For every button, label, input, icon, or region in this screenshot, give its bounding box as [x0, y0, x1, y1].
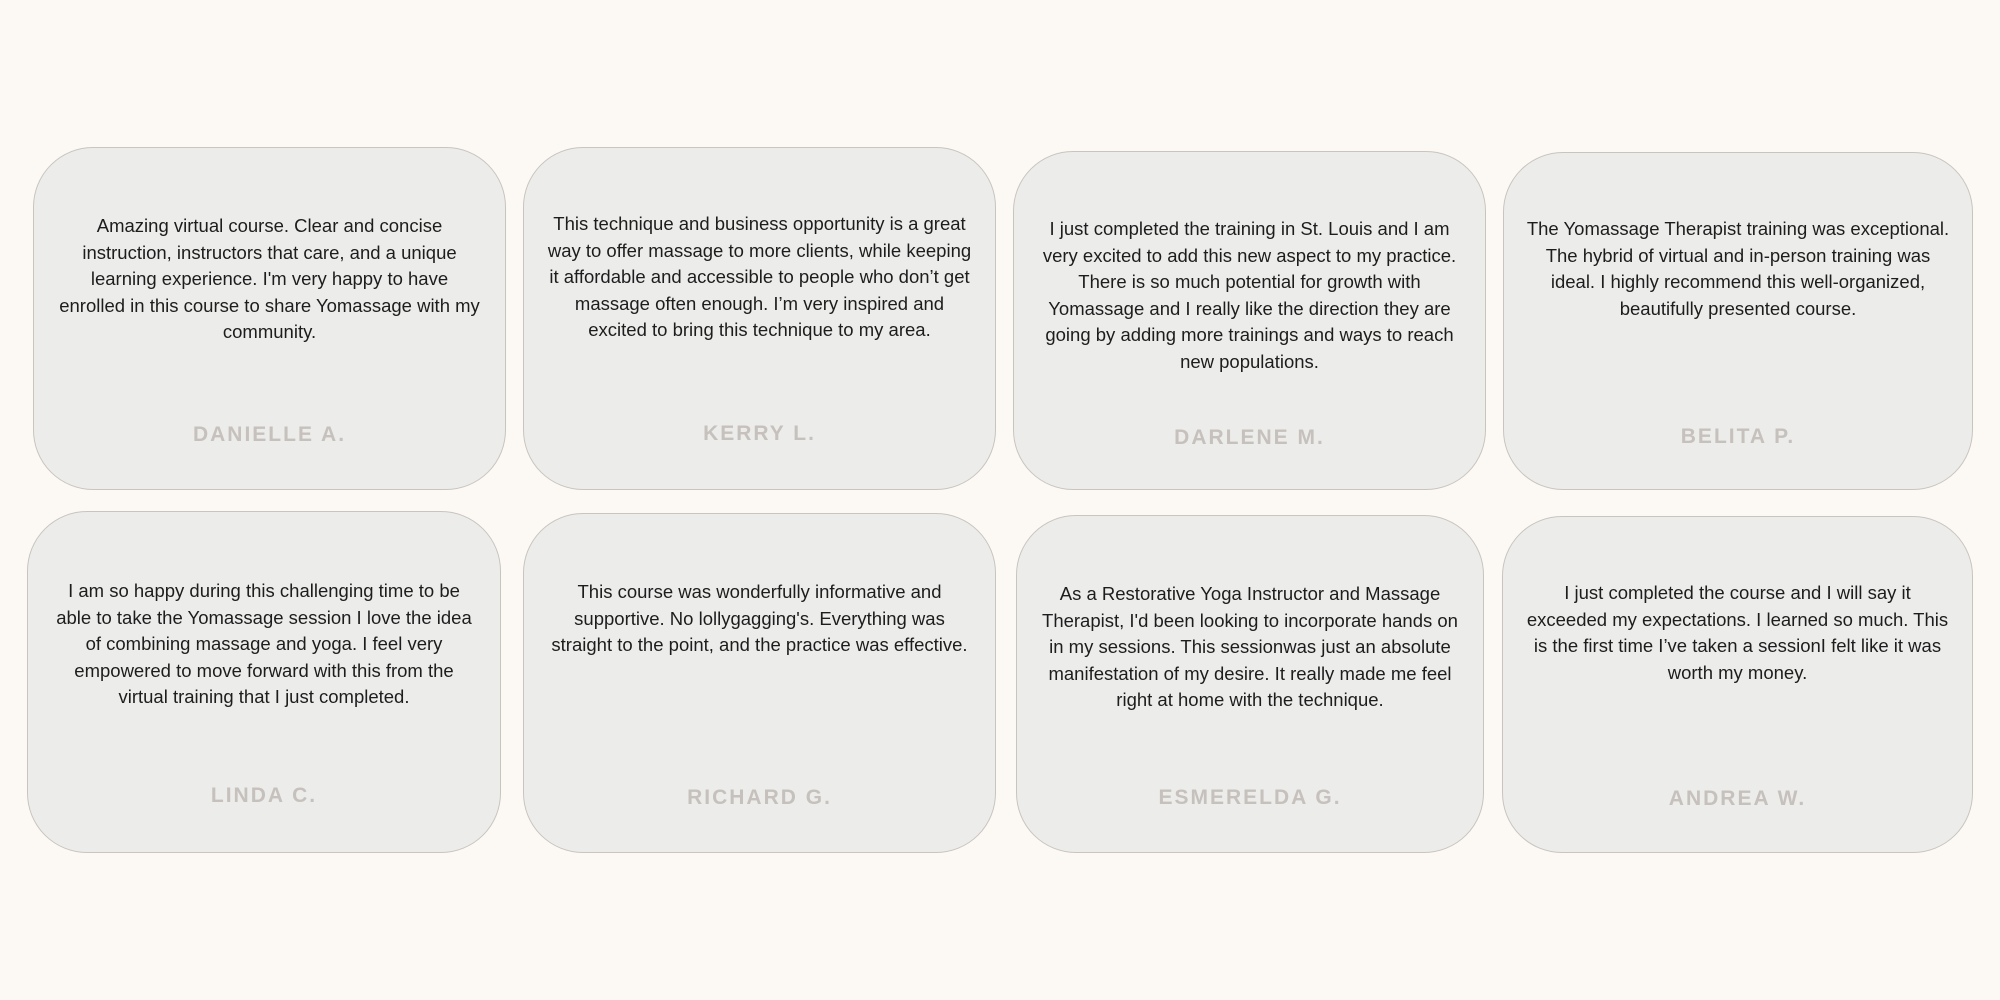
testimonial-card: [1016, 515, 1484, 853]
testimonial-quote: Amazing virtual course. Clear and concise instruction, instructors that care, and a unique learning experience. I'm very happy to have enrolled in this course to share Yomassage with my community.: [59, 215, 480, 342]
testimonial-author: BELITA P.: [1680, 425, 1796, 448]
testimonial-quote: I just completed the training in St. Louis and I am very excited to add this new aspect to my practice. There is so much potential for growth with Yomassage and I really like the direction they are going by adding more trainings and ways to reach new populations.: [1042, 218, 1457, 372]
testimonial-quote: I am so happy during this challenging time to be able to take the Yomassage session I love the idea of combining massage and yoga. I feel very empowered to move forward with this from the virtual training that I just completed.: [56, 580, 472, 707]
testimonial-author: ANDREA W.: [1668, 787, 1807, 810]
testimonial-quote: As a Restorative Yoga Instructor and Massage Therapist, I'd been looking to incorporate hands on in my sessions. This sessionwas just an absolute manifestation of my desire. It really made me feel right at home with the technique.: [1042, 583, 1458, 710]
testimonial-quote: This course was wonderfully informative and supportive. No lollygagging's. Everything was straight to the point, and the practice was effective.: [551, 581, 968, 655]
testimonial-quote: I just completed the course and I will say it exceeded my expectations. I learned so much. This is the first time I’ve taken a sessionI felt like it was worth my money.: [1526, 582, 1949, 683]
testimonial-card: [1503, 152, 1973, 490]
testimonial-quote: The Yomassage Therapist training was exceptional. The hybrid of virtual and in-person training was ideal. I highly recommend this well-organized, beautifully presented course.: [1526, 218, 1950, 319]
testimonial-card: [33, 147, 506, 490]
testimonial-card: [523, 147, 996, 490]
testimonial-author: LINDA C.: [210, 784, 318, 807]
testimonial-author: DARLENE M.: [1174, 426, 1325, 449]
testimonial-quote: This technique and business opportunity is a great way to offer massage to more clients, while keeping it affordable and accessible to people who don’t get massage often enough. I’m very inspired and excited to bring this technique to my area.: [547, 213, 972, 340]
testimonial-card: [1502, 516, 1973, 853]
testimonial-author: RICHARD G.: [687, 786, 832, 809]
testimonial-author: ESMERELDA G.: [1158, 786, 1342, 809]
testimonial-author: DANIELLE A.: [192, 423, 347, 446]
testimonial-card: [1013, 151, 1486, 490]
testimonial-author: KERRY L.: [703, 422, 816, 445]
testimonial-card: [523, 513, 996, 853]
testimonial-card: [27, 511, 501, 853]
